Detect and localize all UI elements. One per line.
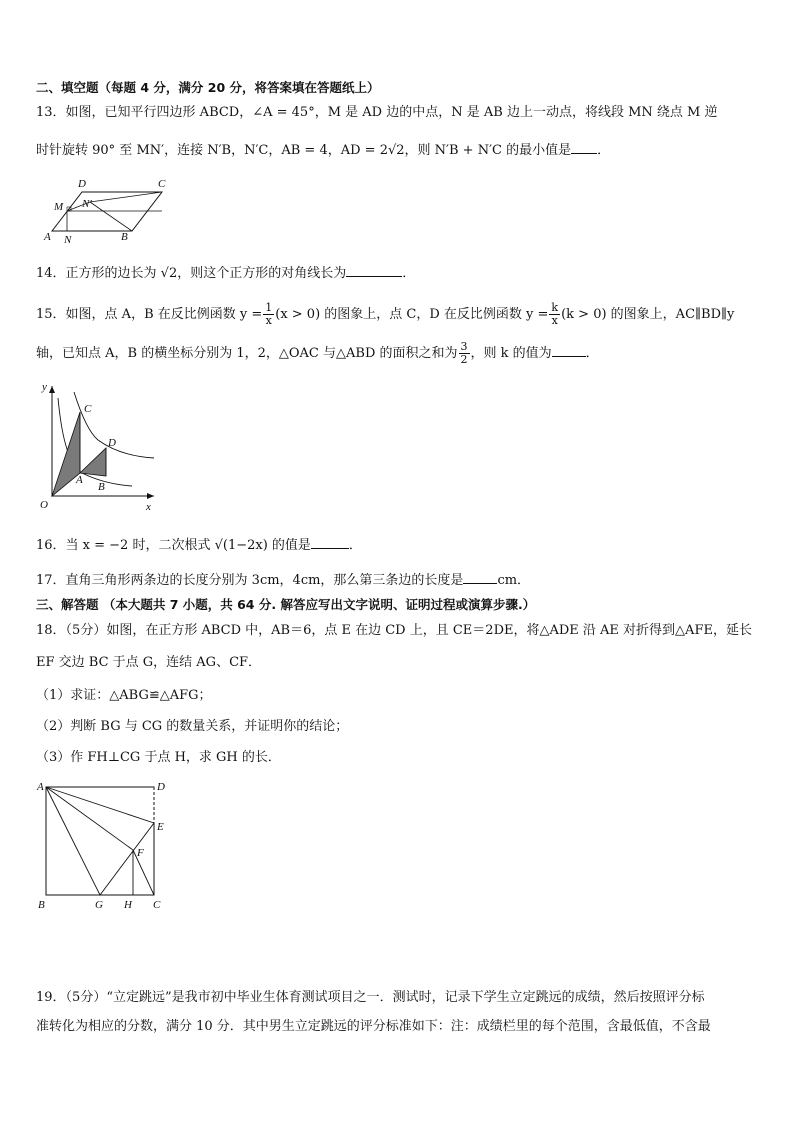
q15-frac1-den: x [265,314,272,327]
q18-line-2: EF 交边 BC 于点 G，连结 AG、CF． [36,655,262,670]
q13-label-b: B [121,231,128,243]
q18-label-d: D [157,781,165,793]
q13-line-2-end: ． [597,143,611,158]
q19-line-1: 19．（5分）“立定跳远”是我市初中毕业生体育测试项目之一．测试时，记录下学生立定跳远的成绩，然后按照评分标 [36,990,705,1005]
q15-fraction-1 [263,302,274,327]
q13-label-d: D [78,178,86,190]
q13-line-2 [36,141,610,160]
q15-label-o: O [40,499,48,511]
q18-label-b: B [38,899,45,911]
q17-line [36,571,530,590]
q18-label-c: C [153,899,161,911]
q13-label-n-prime: N′ [82,198,92,210]
q15-label-d: D [108,437,116,449]
q13-label-n: N [64,234,72,246]
q18-part-2: （2）判断 BG 与 CG 的数量关系，并证明你的结论； [36,719,349,734]
q15-line-1b: (x > 0) 的图象上，点 C，D 在反比例函数 y = [275,307,549,322]
q16-end: ． [348,538,362,553]
q15-line-1 [36,300,734,330]
q13-answer-blank[interactable] [571,141,597,154]
q15-frac2-num: k [551,301,559,314]
q17-unit: cm． [497,573,531,588]
q18-part-1: （1）求证：△ABG≌△AFG； [36,688,212,703]
q14-line [36,264,415,283]
q17-answer-blank[interactable] [463,571,497,584]
section-3-title: 三、解答题 （本大题共 7 小题，共 64 分. 解答应写出文字说明、证明过程或演算步骤.） [36,597,536,612]
q14-answer-blank[interactable] [346,264,402,277]
q14-text: 14．正方形的边长为 √2，则这个正方形的对角线长为 [36,266,347,281]
q15-frac1-num: 1 [265,301,273,314]
q15-label-c: C [84,403,92,415]
q15-label-a: A [76,474,83,486]
q17-text: 17．直角三角形两条边的长度分别为 3cm，4cm，那么第三条边的长度是 [36,573,464,588]
q15-line-1c: (k > 0) 的图象上，AC∥BD∥y [561,307,735,322]
q18-label-f: F [137,847,144,859]
q15-frac2-den: x [551,314,558,327]
q18-part-3: （3）作 FH⊥CG 于点 H，求 GH 的长． [36,750,281,765]
q13-line-2-text: 时针旋转 90° 至 MN′，连接 N′B，N′C，AB = 4，AD = 2√2，则 N′B + N′C 的最小值是 [36,143,572,158]
q13-parallelogram-figure [38,176,178,248]
q15-answer-blank[interactable] [552,344,586,357]
q15-line-2 [36,339,599,369]
q15-hyperbola-figure [34,378,164,518]
q18-label-a: A [37,781,44,793]
q18-label-g: G [95,899,103,911]
q16-text: 16．当 x = −2 时，二次根式 √(1−2x) 的值是 [36,538,311,553]
q15-fraction-2 [549,302,560,327]
q15-line-2-end: ． [585,346,599,361]
q16-line [36,536,362,555]
q13-label-m: M [54,201,64,213]
q13-label-a: A [44,231,51,243]
q15-label-y: y [42,381,47,393]
q19-line-2: 准转化为相应的分数，满分 10 分．其中男生立定跳远的评分标准如下：注：成绩栏里的每个范围，含最低值，不含最 [36,1019,711,1034]
q16-answer-blank[interactable] [311,536,349,549]
q18-square-figure [34,776,184,914]
q18-line-1: 18．（5分）如图，在正方形 ABCD 中，AB＝6，点 E 在边 CD 上，且 CE＝2DE，将△ADE 沿 AE 对折得到△AFE，延长 [36,623,752,638]
q13-label-c: C [158,178,166,190]
q15-line-1a: 15．如图，点 A，B 在反比例函数 y = [36,307,263,322]
q15-frac3-num: 3 [460,340,468,353]
q13-line-1: 13．如图，已知平行四边形 ABCD，∠A = 45°，M 是 AD 边的中点，N 是 AB 边上一动点，将线段 MN 绕点 M 逆 [36,105,718,120]
q18-label-h: H [124,899,132,911]
q15-line-2b: ，则 k 的值为 [470,346,552,361]
section-2-title: 二、填空题（每题 4 分，满分 20 分，将答案填在答题纸上） [36,80,380,95]
q15-label-x: x [146,501,151,513]
q15-label-b: B [98,481,105,493]
q15-fraction-3 [459,341,470,366]
q14-end: ． [402,266,416,281]
q15-frac3-den: 2 [460,353,468,366]
q18-label-e: E [157,821,164,833]
q15-line-2a: 轴，已知点 A，B 的横坐标分别为 1，2，△OAC 与△ABD 的面积之和为 [36,346,458,361]
